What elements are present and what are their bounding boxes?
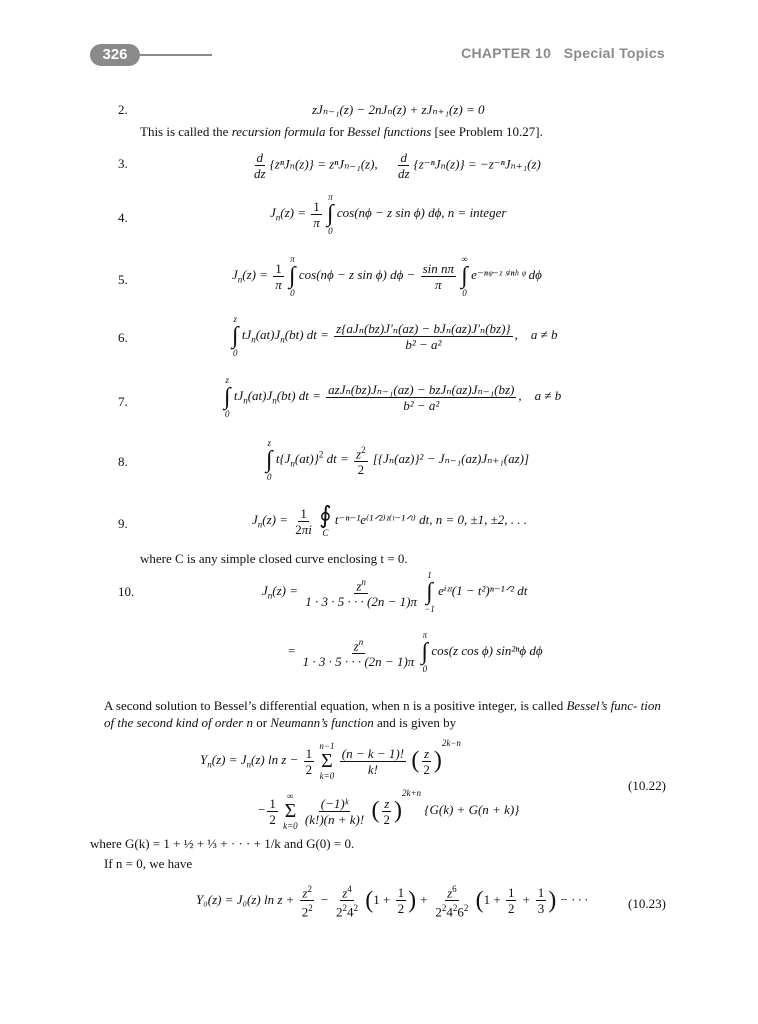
where-c-sentence: where C is any simple closed curve enclosing t = 0. [140,551,408,566]
item-number-2: 2. [118,102,128,117]
item-number-4: 4. [118,210,128,225]
second-solution-paragraph: A second solution to Bessel’s differential equation, when n is a positive integer, is called Bessel’s func- tion of the second kind of order n or Neumann’s function and is given by [104,698,661,730]
header-rule [138,54,212,56]
equation-8: z ∫ 0 $t\{J_n(at)\}^2$ dt = $\frac{z^2}{2}$ [{Jₙ(az)}² − Jₙ₋₁(az)Jₙ₊₁(az)] [266,438,530,482]
item-number-5: 5. [118,272,128,287]
equation-10a: $J_n(z)$ = $\frac{z^n}{1 \cdot 3 \cdot 5 \cdot \cdot \cdot (2n - 1)\pi}$ 1 ∫ −1 eⁱᶻᵗ(1 − t²)ⁿ⁻¹ᐟ² dt [262,570,528,614]
chapter-heading [461,45,665,61]
item-number-7: 7. [118,394,128,409]
equation-4: $J_n(z)$ = $\frac{1}{\pi}$ π ∫ 0 cos(nϕ − z sin ϕ) dϕ, n = integer [270,192,507,236]
equation-number-10-23: (10.23) [628,896,666,911]
item-number-6: 6. [118,330,128,345]
item-number-10: 10. [118,584,135,599]
equation-10-22-line2: − $\frac{1}{2}$ ∞ Σ k=0 $\frac{\text{(−1)ᵏ}}{(k!)(n + k)!}$ ( $\frac{z}{2}$ )$^{2k+n}$ {G(k) + G(n + k)} [258,788,520,832]
equation-9: $J_n(z)$ = $\frac{1}{2\pi i}$ ∮ C t⁻ⁿ⁻¹e⁽¹ᐟ²⁾ᶻ⁽ᵗ⁻¹ᐟᵗ⁾ dt, n = 0, ±1, ±2, . . . [252,503,528,538]
equation-number-10-22: (10.22) [628,778,666,793]
equation-3: $\frac{d}{dz}$ {zⁿJₙ(z)} = zⁿJₙ₋₁(z), $\frac{d}{dz}$ {z⁻ⁿJₙ(z)} = −z⁻ⁿJₙ₊₁(z) [254,150,541,181]
equation-5: $J_n(z)$ = $\frac{1}{\pi}$ π ∫ 0 cos(nϕ − z sin ϕ) dϕ − $\frac{\text{sin nπ}}{\pi}$ ∞ ∫ 0 e⁻ⁿᵠ⁻ᶻ ˢⁱⁿʰ ᵠ dϕ [232,254,542,298]
where-g-sentence: where G(k) = 1 + ½ + ⅓ + · · · + 1/k and G(0) = 0. [90,836,355,851]
equation-10-23: Y₀(z) = J₀(z) ln z + $\frac{z^2}{2^2}$ − $\frac{z^4}{2^24^2}$ (1 + $\frac{1}{2}$ ) + $\frac{z^6}{2^24^26^2}$ (1 + $\frac{1}{2}$ + $\frac{1}{3}$ ) − · · · [196,884,588,920]
equation-6: z ∫ 0 $tJ_n(at)J_n(bt)$ dt = $\frac{\text{z\{aJₙ(bz)J′ₙ(az) − bJₙ(az)J′ₙ(bz)\}}}{\text{b² − a²}}$ , a ≠ b [232,314,558,358]
recursion-sentence: This is called the recursion formula for Bessel functions [see Problem 10.27]. [140,124,543,139]
page-number: 326 [90,44,140,66]
if-n0-sentence: If n = 0, we have [104,856,193,871]
equation-10-22-line1: $Y_n(z) = J_n(z)$ ln z − $\frac{1}{2}$ n−1 Σ k=0 $\frac{(n - k - 1)!}{k!}$ ( $\frac{z}{2}$ )$^{2k-n}$ [200,738,461,782]
item-number-8: 8. [118,454,128,469]
chapter-title: Special Topics [563,45,665,61]
chapter-label: CHAPTER 10 [461,45,552,61]
item-number-9: 9. [118,516,128,531]
item-number-3: 3. [118,156,128,171]
equation-7: z ∫ 0 $tJ_n(at)J_n(bt)$ dt = $\frac{\text{azJₙ(bz)Jₙ₋₁(az) − bzJₙ(az)Jₙ₋₁(bz)}}{\text{b² − a²}}$ , a ≠ b [224,375,562,419]
equation-2: zJₙ₋₁(z) − 2nJₙ(z) + zJₙ₊₁(z) = 0 [312,102,485,117]
equation-10b: = $\frac{z^n}{1 \cdot 3 \cdot 5 \cdot \cdot \cdot (2n - 1)\pi}$ π ∫ 0 cos(z cos ϕ) sin²ⁿϕ dϕ [288,630,543,674]
